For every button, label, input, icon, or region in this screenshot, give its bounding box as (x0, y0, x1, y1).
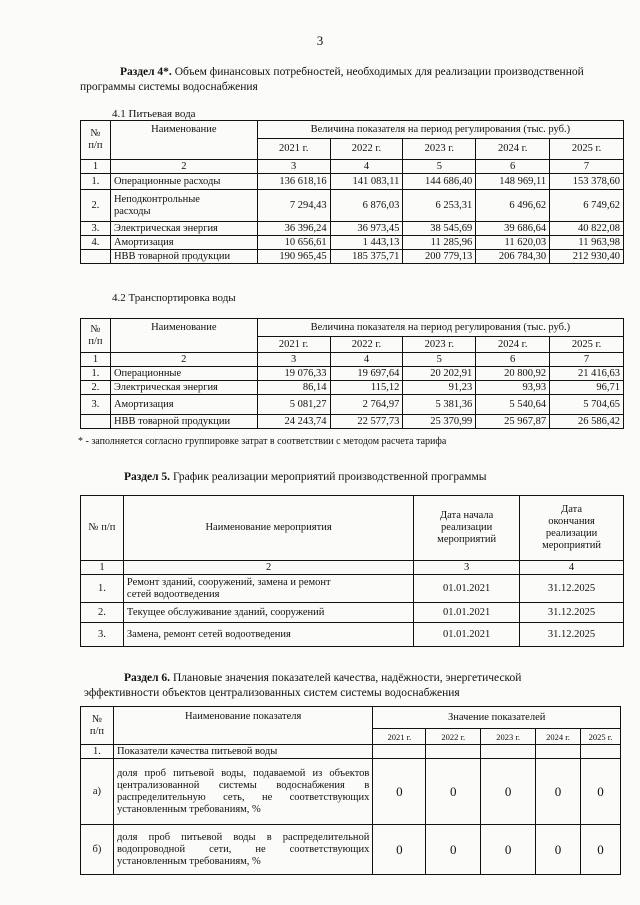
table-cell: 3 (257, 353, 330, 367)
header-value: Величина показателя на период регулирования (тыс. руб.) (257, 319, 623, 337)
table-cell (426, 745, 481, 759)
table-row (81, 367, 624, 381)
year-cell: 2025 г. (550, 337, 624, 353)
index-row (81, 160, 624, 174)
table-cell: 1 (81, 160, 111, 174)
section-6-title-text: Плановые значения показателей качества, надёжности, энергетической (170, 672, 522, 684)
group-row (81, 745, 621, 759)
year-cell: 2022 г. (330, 139, 403, 160)
header-start: Дата начала реализации мероприятий (414, 496, 520, 561)
table-4-2-caption: 4.2 Транспортировка воды (112, 292, 236, 304)
table-cell: 3. (81, 395, 111, 415)
section-5-title (124, 470, 486, 485)
table-row (81, 222, 624, 236)
table-cell: 2 (110, 353, 257, 367)
table-cell: 31.12.2025 (520, 623, 624, 647)
year-cell: 2021 г. (257, 139, 330, 160)
header-name: Наименование мероприятия (123, 496, 413, 561)
table-cell: Электрическая энергия (110, 381, 257, 395)
table-cell: 91,23 (403, 381, 476, 395)
table-cell: 3 (414, 561, 520, 575)
table-cell: 19 697,64 (330, 367, 403, 381)
table-cell: Амортизация (110, 395, 257, 415)
year-cell: 2024 г. (476, 139, 550, 160)
table-cell: 4. (81, 236, 111, 250)
table-cell: Ремонт зданий, сооружений, замена и ремонт сетей водоотведения (123, 575, 413, 603)
year-cell: 2025 г. (550, 139, 624, 160)
table-cell: 22 577,73 (330, 415, 403, 429)
table-cell: 24 243,74 (257, 415, 330, 429)
table-cell: 2 (110, 160, 257, 174)
table-cell: 6 496,62 (476, 190, 550, 222)
header-name: Наименование показателя (113, 707, 372, 745)
header-num: № п/п (81, 496, 124, 561)
year-cell: 2021 г. (257, 337, 330, 353)
table-cell: 185 375,71 (330, 250, 403, 264)
table-row (81, 759, 621, 825)
table-cell: 11 285,96 (403, 236, 476, 250)
table-cell: 11 620,03 (476, 236, 550, 250)
table-cell: Операционные (110, 367, 257, 381)
table-cell: доля проб питьевой воды, подаваемой из объектов централизованной системы водоснабжения в распределительную сеть, не соответствующих установленным требованиям, % (113, 759, 372, 825)
table-row (81, 603, 624, 623)
table-cell: 4 (520, 561, 624, 575)
table-cell: 4 (330, 353, 403, 367)
table-cell: НВВ товарной продукции (110, 415, 257, 429)
table-cell: 1. (81, 367, 111, 381)
table-4-1-caption: 4.1 Питьевая вода (112, 108, 196, 120)
section-5-title-text: График реализации мероприятий производственной программы (170, 471, 487, 483)
table-cell: Замена, ремонт сетей водоотведения (123, 623, 413, 647)
index-row (81, 561, 624, 575)
table-cell: 0 (373, 825, 426, 875)
year-cell: 2024 г. (536, 729, 581, 745)
table-4-2 (80, 318, 624, 429)
footnote: * - заполняется согласно группировке затрат в соответствии с методом расчета тарифа (78, 436, 447, 447)
header-num: № п/п (81, 121, 111, 160)
section-5-label: Раздел 5. (124, 471, 171, 483)
table-cell: 3 (257, 160, 330, 174)
table-row (81, 190, 624, 222)
year-cell: 2023 г. (403, 337, 476, 353)
table-cell: 38 545,69 (403, 222, 476, 236)
year-cell: 2022 г. (426, 729, 481, 745)
year-cell: 2023 г. (403, 139, 476, 160)
header-end: Дата окончания реализации мероприятий (520, 496, 624, 561)
table-cell: 01.01.2021 (414, 603, 520, 623)
table-cell: 0 (481, 759, 536, 825)
table-cell: 1. (81, 575, 124, 603)
table-cell: Текущее обслуживание зданий, сооружений (123, 603, 413, 623)
table-row (81, 236, 624, 250)
header-name: Наименование (110, 121, 257, 160)
section-4-title-line2: программы системы водоснабжения (80, 81, 258, 93)
table-cell: 1 (81, 561, 124, 575)
table-cell (536, 745, 581, 759)
table-cell: Неподконтрольные расходы (110, 190, 257, 222)
table-cell: 1 443,13 (330, 236, 403, 250)
table-cell: НВВ товарной продукции (110, 250, 257, 264)
header-name: Наименование (110, 319, 257, 353)
table-row (81, 395, 624, 415)
table-cell: 21 416,63 (550, 367, 624, 381)
page-number: 3 (316, 33, 324, 48)
table-cell: 0 (536, 825, 581, 875)
header-num: № п/п (81, 707, 114, 745)
table-cell: 39 686,64 (476, 222, 550, 236)
table-cell: а) (81, 759, 114, 825)
table-cell: 0 (426, 759, 481, 825)
table-cell: 36 396,24 (257, 222, 330, 236)
table-cell: 0 (580, 759, 620, 825)
table-cell: 115,12 (330, 381, 403, 395)
table-cell: 25 967,87 (476, 415, 550, 429)
table-row (81, 381, 624, 395)
table-cell: 0 (536, 759, 581, 825)
table-cell (373, 745, 426, 759)
table-cell: 20 202,91 (403, 367, 476, 381)
table-cell (81, 415, 111, 429)
table-cell: 5 (403, 160, 476, 174)
year-cell: 2022 г. (330, 337, 403, 353)
table-cell: 7 (550, 353, 624, 367)
table-cell: 10 656,61 (257, 236, 330, 250)
table-cell: Амортизация (110, 236, 257, 250)
table-cell: 31.12.2025 (520, 575, 624, 603)
table-4-1 (80, 120, 624, 264)
table-cell: 5 540,64 (476, 395, 550, 415)
table-cell: 5 704,65 (550, 395, 624, 415)
table-cell: Операционные расходы (110, 174, 257, 190)
table-cell: 206 784,30 (476, 250, 550, 264)
table-cell: 4 (330, 160, 403, 174)
header-value: Величина показателя на период регулирования (тыс. руб.) (257, 121, 623, 139)
section-4-label: Раздел 4*. (120, 66, 172, 78)
table-cell: 19 076,33 (257, 367, 330, 381)
table-cell: 1. (81, 745, 114, 759)
table-cell (481, 745, 536, 759)
table-cell: 01.01.2021 (414, 575, 520, 603)
section-6-label: Раздел 6. (124, 672, 171, 684)
header-num: № п/п (81, 319, 111, 353)
index-row (81, 353, 624, 367)
table-cell: 2 (123, 561, 413, 575)
table-cell: 0 (580, 825, 620, 875)
total-row (81, 415, 624, 429)
table-cell: 3. (81, 222, 111, 236)
section-6-title-line2: эффективности объектов централизованных систем системы водоснабжения (84, 687, 460, 699)
section-4-title (80, 65, 620, 95)
table-cell: 40 822,08 (550, 222, 624, 236)
table-cell (81, 250, 111, 264)
table-6 (80, 706, 621, 875)
table-cell: 6 253,31 (403, 190, 476, 222)
table-row (81, 825, 621, 875)
table-cell: 148 969,11 (476, 174, 550, 190)
table-cell: 26 586,42 (550, 415, 624, 429)
table-cell: 11 963,98 (550, 236, 624, 250)
table-cell: 0 (426, 825, 481, 875)
year-cell: 2021 г. (373, 729, 426, 745)
table-cell: 212 930,40 (550, 250, 624, 264)
table-cell: 2. (81, 190, 111, 222)
table-cell: 20 800,92 (476, 367, 550, 381)
table-5 (80, 495, 624, 647)
table-cell: 6 (476, 160, 550, 174)
table-cell: 36 973,45 (330, 222, 403, 236)
table-cell (580, 745, 620, 759)
table-cell: 2. (81, 381, 111, 395)
table-cell: 31.12.2025 (520, 603, 624, 623)
table-cell: Показатели качества питьевой воды (113, 745, 372, 759)
table-cell: 0 (373, 759, 426, 825)
table-cell: 93,93 (476, 381, 550, 395)
table-cell: Электрическая энергия (110, 222, 257, 236)
table-cell: 1. (81, 174, 111, 190)
table-cell: 6 749,62 (550, 190, 624, 222)
table-row (81, 623, 624, 647)
table-cell: 141 083,11 (330, 174, 403, 190)
year-cell: 2024 г. (476, 337, 550, 353)
table-cell: 200 779,13 (403, 250, 476, 264)
table-cell: б) (81, 825, 114, 875)
table-cell: 144 686,40 (403, 174, 476, 190)
table-cell: 5 (403, 353, 476, 367)
table-cell: 01.01.2021 (414, 623, 520, 647)
table-cell: 96,71 (550, 381, 624, 395)
year-cell: 2023 г. (481, 729, 536, 745)
table-cell: 2. (81, 603, 124, 623)
table-cell: 136 618,16 (257, 174, 330, 190)
table-cell: 3. (81, 623, 124, 647)
table-row (81, 575, 624, 603)
table-cell: доля проб питьевой воды в распределительной водопроводной сети, не соответствующих установленным требованиям, % (113, 825, 372, 875)
table-cell: 6 876,03 (330, 190, 403, 222)
year-cell: 2025 г. (580, 729, 620, 745)
table-cell: 86,14 (257, 381, 330, 395)
table-cell: 0 (481, 825, 536, 875)
table-cell: 190 965,45 (257, 250, 330, 264)
table-cell: 6 (476, 353, 550, 367)
table-cell: 5 081,27 (257, 395, 330, 415)
section-6-title (84, 671, 620, 701)
table-cell: 25 370,99 (403, 415, 476, 429)
table-cell: 7 (550, 160, 624, 174)
table-row (81, 174, 624, 190)
table-cell: 7 294,43 (257, 190, 330, 222)
section-4-title-line1: Объем финансовых потребностей, необходимых для реализации производственной (171, 66, 584, 78)
table-cell: 2 764,97 (330, 395, 403, 415)
table-cell: 153 378,60 (550, 174, 624, 190)
total-row (81, 250, 624, 264)
table-cell: 1 (81, 353, 111, 367)
table-cell: 5 381,36 (403, 395, 476, 415)
header-value: Значение показателей (373, 707, 621, 729)
